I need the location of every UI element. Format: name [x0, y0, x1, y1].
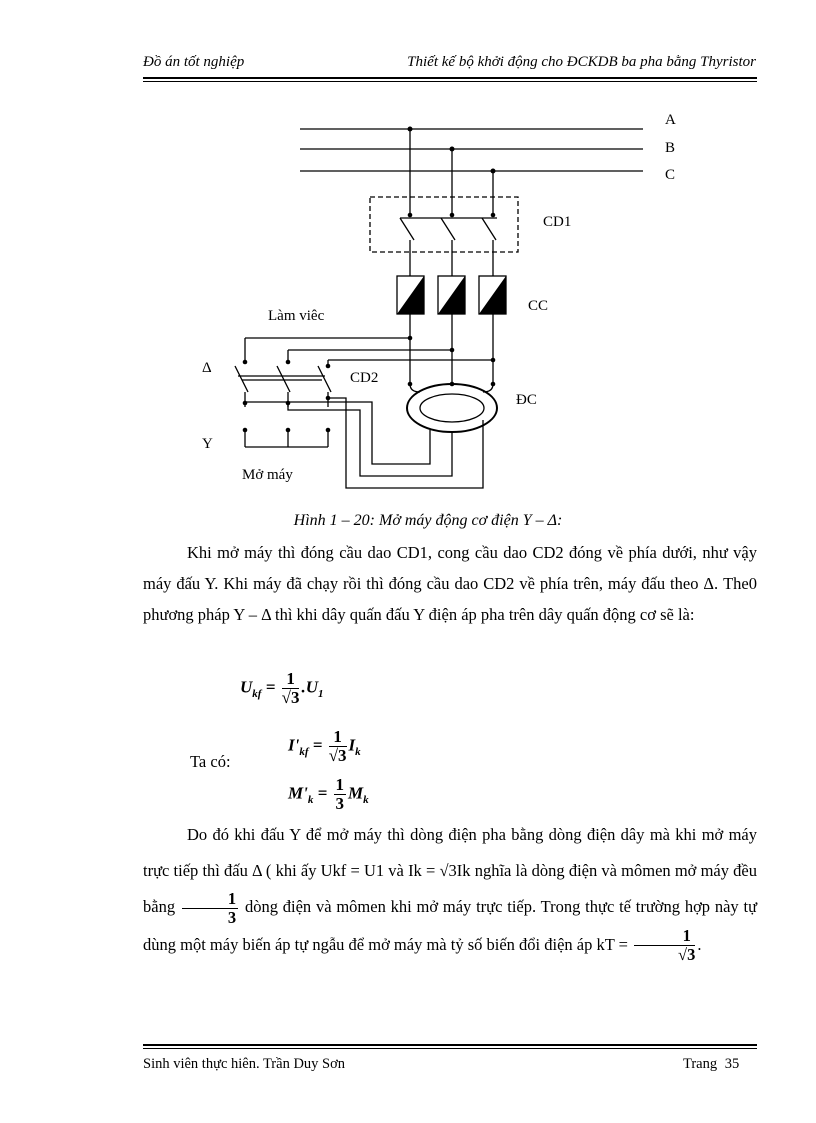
- label-cc: CC: [528, 298, 549, 314]
- motor-inner: [420, 394, 484, 422]
- label-b: B: [665, 140, 676, 156]
- ta-co-label: Ta có:: [190, 752, 231, 771]
- label-dc: ĐC: [516, 392, 537, 408]
- footer-rule: [143, 1044, 757, 1046]
- label-a: A: [665, 112, 676, 128]
- paragraph-1: Khi mở máy thì đóng cầu dao CD1, cong cầu dao CD2 đóng về phía dưới, như vậy máy đấu Y. Khi máy đã chạy rồi thì đóng cầu dao CD2 về phía trên, máy đấu theo Δ. The0 phương pháp Y – Δ thì khi dây quấn đấu Y điện áp pha trên dây quấn động cơ sẽ là:: [143, 543, 757, 624]
- footer-left: Sinh viên thực hiên. Trần Duy Sơn: [143, 1056, 346, 1072]
- label-c: C: [665, 167, 676, 183]
- label-delta: Δ: [202, 360, 212, 376]
- cd1-box: [370, 197, 518, 252]
- label-y: Y: [202, 436, 213, 452]
- label-lamviec: Làm viêc: [268, 308, 325, 324]
- equation-3: $M'_k$ = $\frac{1}{3}$ $M_k$: [288, 775, 369, 813]
- footer-right: Trang 35: [683, 1056, 740, 1072]
- header-left: Đồ án tốt nghiệp: [143, 54, 245, 70]
- equation-2: $I'_{kf}$ = $\frac{1}{√3}$ $I_k$: [288, 727, 361, 765]
- label-momay: Mở máy: [242, 467, 293, 483]
- label-cd2: CD2: [350, 370, 379, 386]
- header-right: Thiết kế bộ khởi động cho ĐCKDB ba pha bằng Thyristor: [407, 54, 756, 70]
- figure-caption: Hình 1 – 20: Mở máy động cơ điện Y – Δ:: [293, 512, 563, 529]
- paragraph-2: Do đó khi đấu Y để mở máy thì dòng điện pha bằng dòng điện dây mà khi mở máy trực tiếp thì đấu Δ ( khi ấy Ukf = U1 và Ik = √3Ik nghĩa là dòng điện và mômen mở máy đều bằng $\frac{1}{3}$ dòng điện và mômen khi mở máy trực tiếp. Trong thực tế trường hợp này tự dùng một máy biến áp tự ngẫu để mở máy mà tỷ số biến đổi điện áp kT = $\frac{1}{√3}$ .: [143, 825, 758, 965]
- equation-1: $U_{kf}$ = $\frac{1}{√3}$ $.U_1$: [240, 669, 324, 707]
- label-cd1: CD1: [543, 214, 572, 230]
- footer-rule-thin: [143, 1048, 757, 1049]
